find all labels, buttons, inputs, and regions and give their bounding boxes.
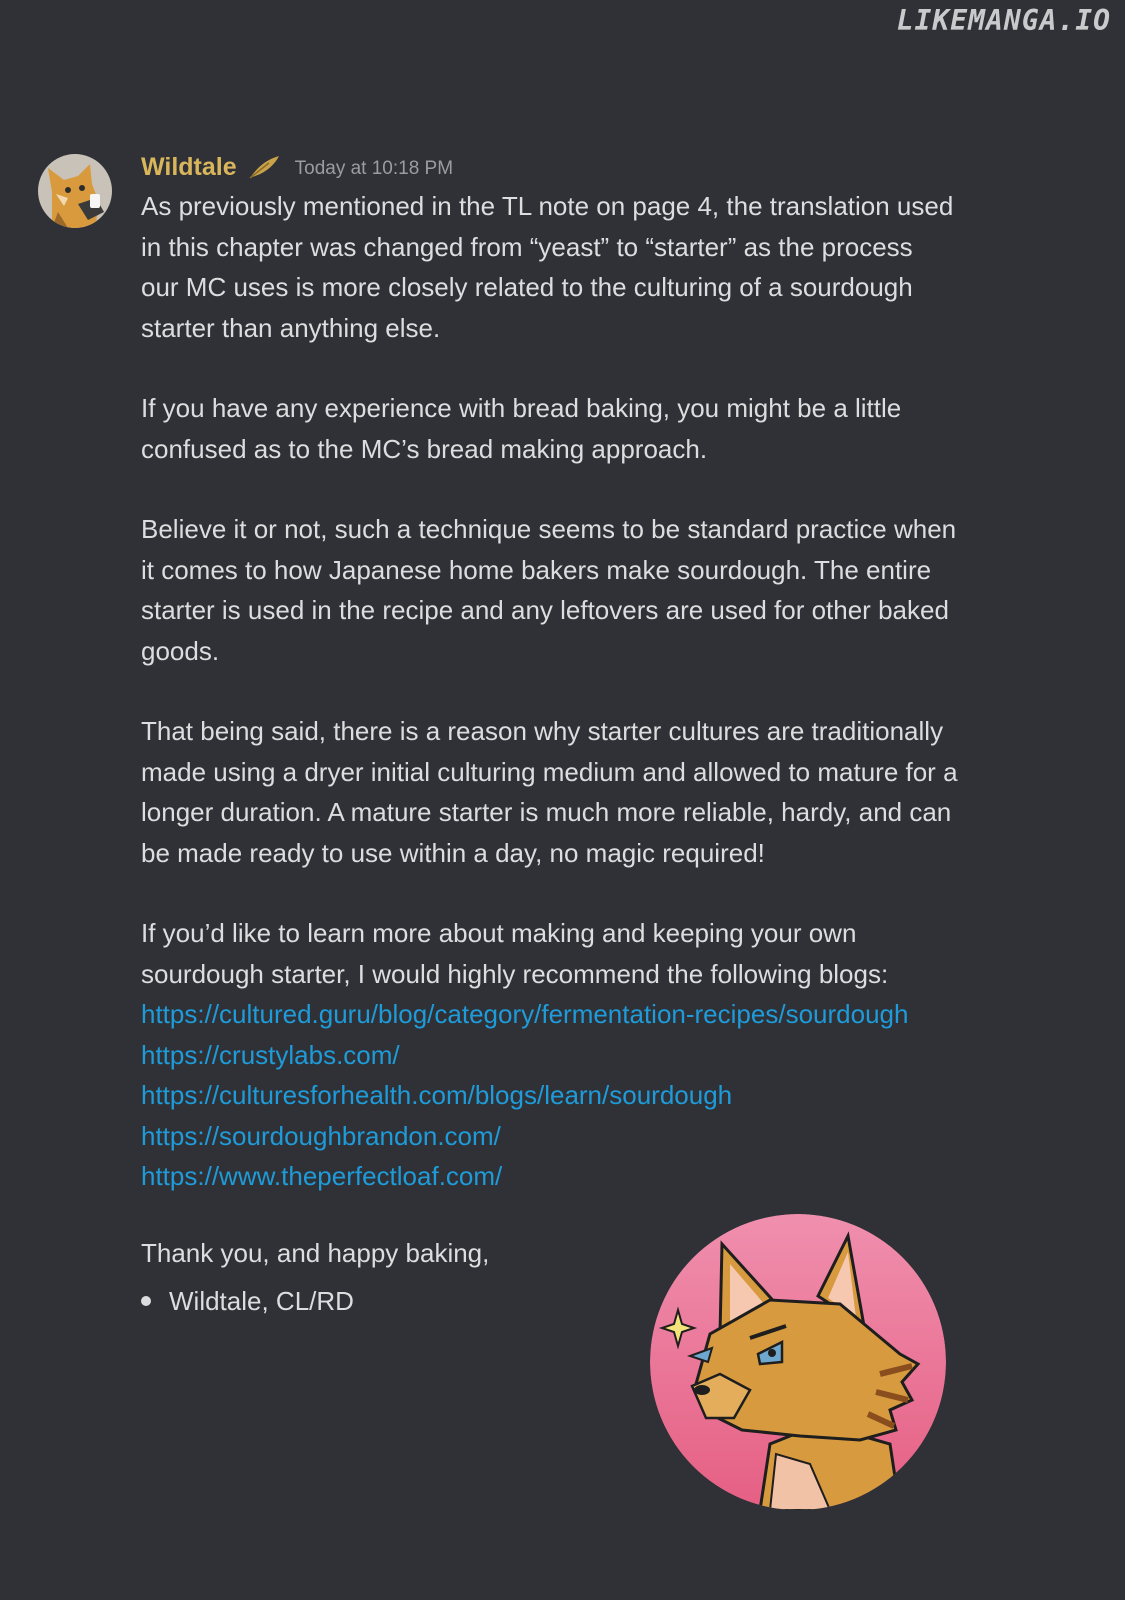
paragraph-2: If you have any experience with bread baking, you might be a little confused as to the MC’s bread making approach. (141, 393, 902, 464)
cat-avatar-icon (38, 154, 112, 228)
link-culturesforhealth[interactable]: https://culturesforhealth.com/blogs/learn/sourdough (141, 1080, 733, 1110)
bullet-dot (141, 1296, 151, 1306)
username[interactable]: Wildtale (141, 152, 237, 181)
link-list (141, 994, 1081, 1197)
link-crustylabs[interactable]: https://crustylabs.com/ (141, 1039, 400, 1070)
timestamp: Today at 10:18 PM (294, 158, 454, 179)
paragraph-3: Believe it or not, such a technique seems to be standard practice when it comes to how Japanese home bakers make sourdough. The entire starter is used in the recipe and any leftovers are used for other baked goods. (141, 514, 957, 666)
signoff: Thank you, and happy baking, (141, 1237, 490, 1268)
link-theperfectloaf[interactable]: https://www.theperfectloaf.com/ (141, 1161, 503, 1191)
watermark: LIKEMANGA.IO (896, 4, 1111, 37)
bullet-item (141, 1281, 1081, 1321)
link-cultured-guru[interactable]: https://cultured.guru/blog/category/fermentation-recipes/sourdough (141, 999, 909, 1029)
link-sourdoughbrandon[interactable]: https://sourdoughbrandon.com/ (141, 1120, 501, 1151)
feather-icon (247, 154, 281, 180)
large-avatar (650, 1214, 946, 1510)
message-content (141, 150, 1081, 1321)
user-avatar[interactable] (38, 154, 112, 228)
paragraph-4: That being said, there is a reason why starter cultures are traditionally made using a dryer initial culturing medium and allowed to mature for a longer duration. A mature starter is much more reliable, hardy, and can be made ready to use within a day, no magic required! (141, 716, 958, 868)
bullet-text: Wildtale, CL/RD (169, 1286, 354, 1316)
paragraph-5: If you’d like to learn more about making and keeping your own sourdough starter, I would highly recommend the following blogs: (141, 918, 889, 989)
fox-portrait-icon (650, 1214, 946, 1510)
message-header (141, 150, 1081, 184)
paragraph-1: As previously mentioned in the TL note on page 4, the translation used in this chapter was changed from “yeast” to “starter” as the process our MC uses is more closely related to the culturing of a sourdough starter than anything else. (141, 191, 954, 343)
